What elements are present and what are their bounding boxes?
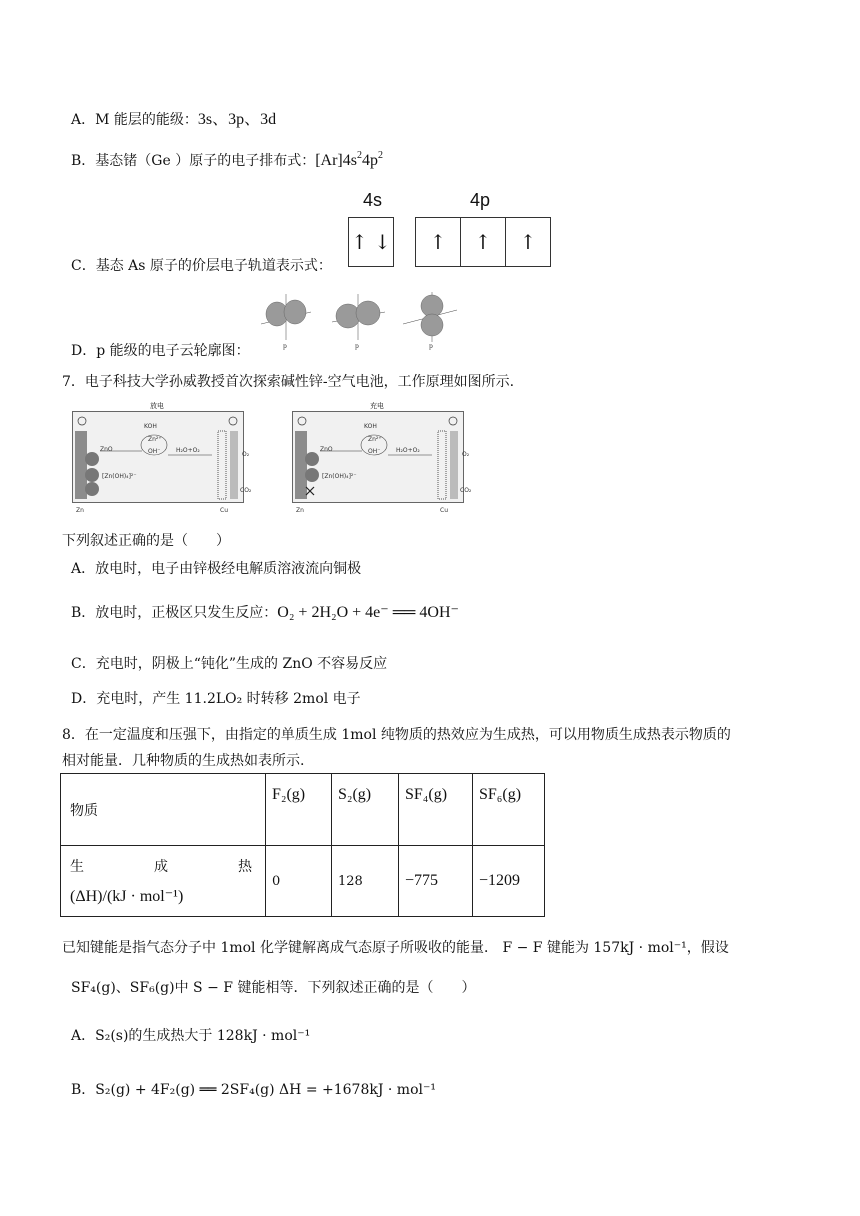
label-o2: O₂ xyxy=(462,451,470,458)
px-orbital xyxy=(261,294,311,340)
option-7a: A．放电时，电子由锌极经电解质溶液流向铜极 xyxy=(71,561,362,577)
label-koh: KOH xyxy=(144,423,157,430)
orbital-label-4s: 4s xyxy=(363,190,383,210)
table-cell xyxy=(332,774,399,846)
question-7-prompt: 下列叙述正确的是（ ） xyxy=(62,533,230,549)
option-6c xyxy=(71,255,332,275)
electron-up: ↑ xyxy=(460,218,505,266)
label-zno: ZnO xyxy=(320,446,333,453)
option-7c: C．充电时，阴极上“钝化”生成的 ZnO 不容易反应 xyxy=(71,656,388,672)
formula: S₂(g) xyxy=(338,786,372,803)
label-zn: Zn xyxy=(296,507,304,514)
option-label: D． xyxy=(71,343,97,359)
table-row xyxy=(61,846,545,917)
option-text: M 能层的能级： xyxy=(95,112,198,128)
row-label: 生 成 热 xyxy=(70,859,252,875)
option-label: A． xyxy=(71,112,96,128)
orbital-caption: p xyxy=(283,343,287,350)
label-co2: CO₂ xyxy=(240,487,252,494)
option-label: C． xyxy=(71,258,96,274)
label-zincate: [Zn(OH)₄]²⁻ xyxy=(322,473,357,480)
label-zincate: [Zn(OH)₄]²⁻ xyxy=(102,473,137,480)
discharge-schematic xyxy=(72,411,242,501)
figure-title: 充电 xyxy=(370,402,384,410)
formula-part: [Ar]4s xyxy=(315,152,357,169)
pz-orbital xyxy=(403,292,457,342)
label-oh: OH⁻ xyxy=(148,448,161,455)
label-zn2: Zn²⁺ xyxy=(368,436,382,443)
table-header-row xyxy=(61,774,545,846)
table-cell xyxy=(61,846,266,917)
table-cell xyxy=(266,774,332,846)
question-7-stem: 7．电子科技大学孙威教授首次探索碱性锌-空气电池，工作原理如图所示. xyxy=(62,374,515,390)
superscript: 2 xyxy=(377,150,383,161)
table-cell: −1209 xyxy=(473,846,545,917)
option-text: B．放电时，正极区只发生反应： xyxy=(71,605,278,621)
label-zno: ZnO xyxy=(100,446,113,453)
option-label: B． xyxy=(71,153,96,169)
figure-title: 放电 xyxy=(150,402,164,410)
label-zn2: Zn²⁺ xyxy=(148,436,162,443)
formula-part: 4p xyxy=(361,152,378,169)
label-h2o-o2: H₂O+O₂ xyxy=(396,447,420,454)
label-zn: Zn xyxy=(76,507,84,514)
formula xyxy=(315,152,383,169)
question-8-stem-1: 8．在一定温度和压强下，由指定的单质生成 1mol 纯物质的热效应为生成热，可以用物质生成热表示物质的 xyxy=(62,727,731,743)
label-o2: O₂ xyxy=(242,451,250,458)
label-cu: Cu xyxy=(440,507,448,514)
label-h2o-o2: H₂O+O₂ xyxy=(176,447,200,454)
p-orbital-figures xyxy=(255,288,465,350)
label-oh: OH⁻ xyxy=(368,448,381,455)
option-8a: A．S₂(s)的生成热大于 128kJ · mol⁻¹ xyxy=(71,1028,311,1044)
option-6b xyxy=(71,150,383,170)
formula: F₂(g) xyxy=(272,786,306,803)
formula: SF₄(g) xyxy=(405,786,448,803)
orbital-caption: p xyxy=(355,343,359,350)
electron-up: ↑ xyxy=(505,218,550,266)
label-co2: CO₂ xyxy=(460,487,472,494)
row-unit: (ΔH)/(kJ · mol⁻¹) xyxy=(70,888,184,905)
option-text: 基态 As 原子的价层电子轨道表示式： xyxy=(95,258,332,274)
orbital-diagram xyxy=(345,190,555,280)
option-7d: D．充电时，产生 11.2LO₂ 时转移 2mol 电子 xyxy=(71,691,361,707)
option-text: 基态锗（Ge ）原子的电子排布式： xyxy=(95,153,316,169)
question-8-stem-2: 相对能量．几种物质的生成热如表所示. xyxy=(62,753,305,769)
option-6a xyxy=(71,106,276,129)
table-cell: 物质 xyxy=(61,774,266,846)
battery-figure-discharge xyxy=(72,402,252,515)
table-cell: 0 xyxy=(266,846,332,917)
orbital-caption: p xyxy=(429,343,433,350)
battery-figure-charge xyxy=(292,402,472,515)
table-cell: −775 xyxy=(399,846,473,917)
charge-schematic xyxy=(292,411,462,501)
electron-up: ↑ xyxy=(429,230,447,254)
table-cell xyxy=(399,774,473,846)
option-7b xyxy=(71,602,459,622)
table-cell: 128 xyxy=(332,846,399,917)
label-cu: Cu xyxy=(220,507,228,514)
formula: O₂ + 2H₂O + 4e⁻ ══ 4OH⁻ xyxy=(277,604,459,621)
table-cell xyxy=(473,774,545,846)
orbital-box-4p xyxy=(415,217,551,267)
question-8-text-1: 已知键能是指气态分子中 1mol 化学键解离成气态原子所吸收的能量． F − F 键能为 157kJ · mol⁻¹，假设 xyxy=(62,940,729,956)
py-orbital xyxy=(332,294,385,340)
formula: 3s、3p、3d xyxy=(197,111,277,128)
option-6d xyxy=(71,340,250,360)
heat-of-formation-table xyxy=(60,773,545,917)
question-8-text-2: SF₄(g)、SF₆(g)中 S − F 键能相等．下列叙述正确的是（ ） xyxy=(71,980,476,996)
orbital-box-4s xyxy=(348,217,394,267)
option-text: p 能级的电子云轮廓图： xyxy=(96,343,250,359)
formula: SF₆(g) xyxy=(479,786,522,803)
option-8b: B．S₂(g) + 4F₂(g) ══ 2SF₄(g) ΔH = +1678kJ · mol⁻¹ xyxy=(71,1082,436,1098)
superscript: 2 xyxy=(356,150,362,161)
electron-pair: ↑ ↓ xyxy=(351,230,391,254)
label-koh: KOH xyxy=(364,423,377,430)
orbital-label-4p: 4p xyxy=(470,190,491,210)
